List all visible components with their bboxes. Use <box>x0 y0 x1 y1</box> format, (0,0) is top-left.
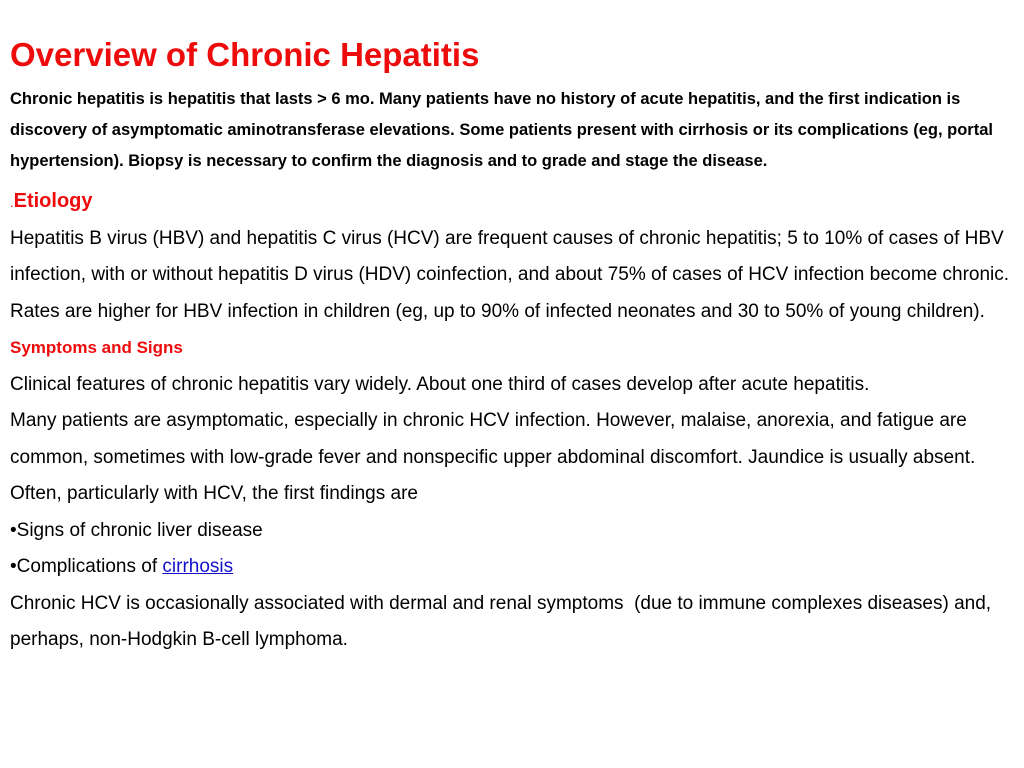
bullet-complications-text: •Complications of <box>10 556 163 578</box>
clinical-features-paragraph: Clinical features of chronic hepatitis vary widely. About one third of cases develop after acute hepatitis. <box>10 373 870 395</box>
bullet-complications <box>10 549 1012 586</box>
page-title: Overview of Chronic Hepatitis <box>10 36 480 73</box>
etiology-body-paragraph: Hepatitis B virus (HBV) and hepatitis C virus (HCV) are frequent causes of chronic hepatitis; 5 to 10% of cases of HBV infection, with or without hepatitis D virus (HDV) coinfection, and about 75% of cases of HCV infection become chronic. Rates are higher for HBV infection in children (eg, up to 90% of infected neonates and 30 to 50% of young children). <box>10 227 1015 322</box>
first-findings-paragraph: Often, particularly with HCV, the first findings are <box>10 483 418 505</box>
closing-paragraph: Chronic HCV is occasionally associated with dermal and renal symptoms (due to immune complexes diseases) and, perhaps, non-Hodgkin B-cell lymphoma. <box>10 592 997 651</box>
symptoms-and-signs-heading: Symptoms and Signs <box>10 338 183 358</box>
etiology-dot: . <box>10 194 14 210</box>
cirrhosis-link[interactable]: cirrhosis <box>162 556 234 578</box>
etiology-heading: Etiology <box>13 189 93 212</box>
bullet-signs-of-liver-disease: •Signs of chronic liver disease <box>10 519 263 541</box>
intro-paragraph: Chronic hepatitis is hepatitis that lasts > 6 mo. Many patients have no history of acute hepatitis, and the first indication is discovery of asymptomatic aminotransferase elevations. Some patients present with cirrhosis or its complications (eg, portal hypertension). Biopsy is necessary to confirm the diagnosis and to grade and stage the disease. <box>10 89 998 170</box>
etiology-heading-line <box>10 183 1012 221</box>
asymptomatic-paragraph: Many patients are asymptomatic, especially in chronic HCV infection. However, malaise, anorexia, and fatigue are common, sometimes with low-grade fever and nonspecific upper abdominal discomfort. Jaundice is usually absent. <box>10 410 976 468</box>
